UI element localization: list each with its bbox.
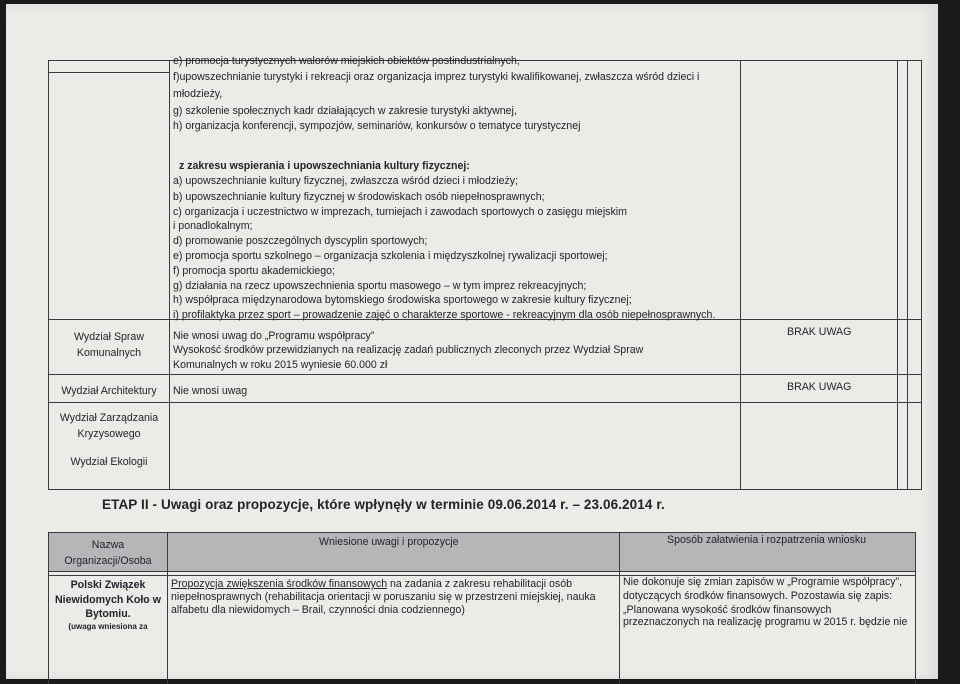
proposal-rest: na zadania z zakresu rehabilitacji osób <box>387 578 573 590</box>
scanned-page <box>6 4 938 679</box>
header-organization <box>49 539 167 568</box>
comment-line: Nie wnosi uwag <box>173 385 248 397</box>
proposal-line <box>171 578 572 592</box>
sport-line: h) współpraca międzynarodowa bytomskiego środowiska sportowego w zakresie kultury fizycznej; <box>173 294 632 306</box>
proposal-line: alfabetu dla niewidomych – Brail, czynności dnia codziennego) <box>171 604 465 616</box>
organization-line: Niewidomych Koło w <box>55 593 161 606</box>
department-name-line: Komunalnych <box>76 346 142 359</box>
sport-line: e) promocja sportu szkolnego – organizacja szkolenia i międzyszkolnej rywalizacji sportowej; <box>173 250 608 262</box>
column-divider <box>907 61 908 489</box>
response-line: dotyczących środków finansowych. Pozostawia się zapis: <box>623 590 893 602</box>
tourism-line: f)upowszechnianie turystyki i rekreacji oraz organizacja imprez turystyki kwalifikowanej, zwłaszcza wśród dzieci i <box>173 71 700 83</box>
comment-line: Nie wnosi uwag do „Programu współpracy” <box>173 330 375 342</box>
row-divider <box>49 72 170 73</box>
organization-note: (uwaga wniesiona za <box>68 622 148 632</box>
proposal-line: niepełnosprawnych (rehabilitacja orientacji w poruszaniu się w przestrzeni miejskiej, nauka <box>171 591 596 603</box>
sport-line: d) promowanie poszczególnych dyscyplin sportowych; <box>173 235 428 247</box>
department-name-line: Wydział Zarządzania <box>59 412 159 424</box>
department-name-line: Wydział Ekologii <box>70 456 148 468</box>
tourism-line: h) organizacja konferencji, sympozjów, seminariów, konkursów o tematyce turystycznej <box>173 120 581 132</box>
tourism-line: e) promocja turystycznych walorów miejskich obiektów postindustrialnych, <box>173 55 520 67</box>
department-name-line: Kryzysowego <box>77 427 141 440</box>
sport-line: c) organizacja i uczestnictwo w imprezach, turniejach i zawodach sportowych o zasięgu miejskim <box>173 206 627 218</box>
header-line: Organizacji/Osoba <box>64 554 152 567</box>
department-name <box>49 412 169 441</box>
row-divider <box>49 402 921 403</box>
organization-name <box>49 579 167 632</box>
sport-line: b) upowszechnianie kultury fizycznej w środowiskach osób niepełnosprawnych; <box>173 191 545 203</box>
sport-line: g) działania na rzecz upowszechnienia sportu masowego – w tym imprez rekreacyjnych; <box>173 280 587 292</box>
organization-line: Polski Związek <box>70 579 146 591</box>
response-line: Nie dokonuje się zmian zapisów w „Programie współpracy”, <box>623 576 903 588</box>
header-proposals: Wniesione uwagi i propozycje <box>319 536 459 548</box>
department-name <box>49 331 169 360</box>
row-divider <box>49 374 921 375</box>
stage-title: ETAP II - Uwagi oraz propozycje, które wpłynęły w terminie 09.06.2014 r. – 23.06.2014 r. <box>102 497 665 512</box>
status-text: BRAK UWAG <box>787 326 852 338</box>
department-name-line: Wydział Spraw <box>74 331 144 343</box>
departments-table <box>48 55 922 490</box>
proposal-underlined: Propozycja zwiększenia środków finansowych <box>171 578 388 590</box>
response-line: przeznaczonych na realizację programu w 2015 r. będzie nie <box>623 616 908 628</box>
department-name-line: Wydział Architektury <box>61 385 157 397</box>
status-text: BRAK UWAG <box>787 381 852 393</box>
sport-line: f) promocja sportu akademickiego; <box>173 265 335 277</box>
tourism-line: g) szkolenie społecznych kadr działających w zakresie turystyki aktywnej, <box>173 105 517 117</box>
column-divider <box>740 61 741 489</box>
comment-line: Wysokość środków przewidzianych na realizację zadań publicznych zleconych przez Wydział Spraw <box>173 344 644 356</box>
sport-heading: z zakresu wspierania i upowszechniania kultury fizycznej: <box>179 160 470 172</box>
sport-line: i) profilaktyka przez sport – prowadzenie zajęć o charakterze sportowe - rekreacyjnym dla osób niepełnosprawnych. <box>173 309 716 321</box>
comment-line: Komunalnych w roku 2015 wyniesie 60.000 zł <box>173 359 388 371</box>
sport-line: a) upowszechnianie kultury fizycznej, zwłaszcza wśród dzieci i młodzieży; <box>173 175 519 187</box>
tourism-line: młodzieży, <box>173 88 223 100</box>
column-divider <box>897 61 898 489</box>
department-name <box>49 456 169 470</box>
proposals-table <box>48 532 916 684</box>
department-name <box>49 385 169 399</box>
response-line: „Planowana wysokość środków finansowych <box>623 604 832 616</box>
organization-line: Bytomiu. <box>85 608 131 621</box>
header-resolution: Sposób załatwienia i rozpatrzenia wniosku <box>667 534 867 546</box>
column-divider <box>167 533 168 684</box>
column-divider <box>619 533 620 684</box>
column-divider <box>169 61 170 489</box>
header-line: Nazwa <box>91 539 125 551</box>
sport-line: i ponadlokalnym; <box>173 220 253 232</box>
row-divider <box>49 571 915 572</box>
